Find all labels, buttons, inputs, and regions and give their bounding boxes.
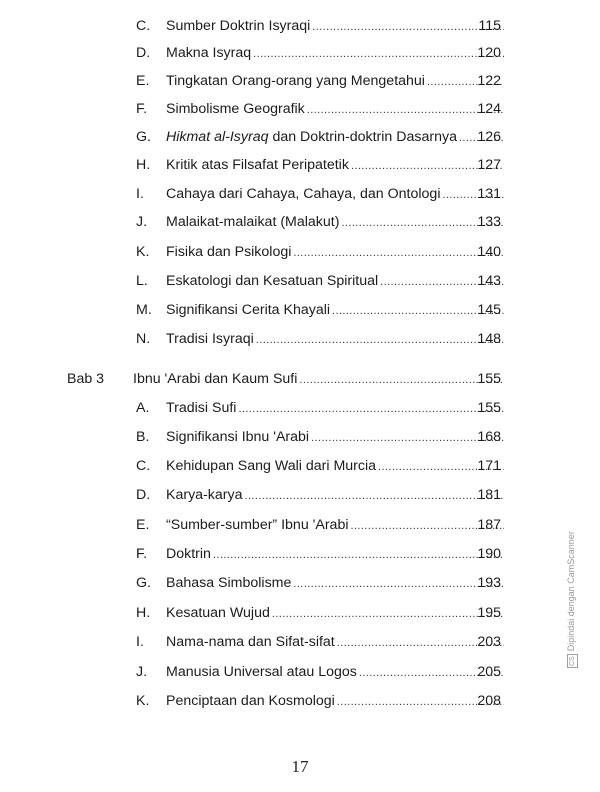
toc-letter: L. [136,273,148,289]
toc-letter: D. [136,487,151,503]
toc-title: Doktrin [166,546,211,562]
toc-entry [166,326,504,353]
toc-row [0,181,600,207]
toc-row [0,512,600,538]
toc-title: Kritik atas Filsafat Peripatetik [166,157,349,173]
toc-page: 181 [477,487,501,503]
toc-title: Tradisi Sufi [166,400,237,416]
toc-title: Tingkatan Orang-orang yang Mengetahui [166,73,425,89]
toc-entry [166,512,504,539]
toc-title: Kehidupan Sang Wali dari Murcia [166,458,377,474]
toc-row [0,239,600,265]
dot-leader [213,542,504,568]
toc-title: Manusia Universal atau Logos [166,664,357,680]
toc-entry [166,395,504,422]
toc-letter: N. [136,331,151,347]
toc-letter: M. [136,302,152,318]
toc-row [0,68,600,94]
toc-row [0,600,600,626]
toc-entry [166,600,504,627]
toc-page: 133 [477,214,501,230]
toc-page: 195 [477,605,501,621]
toc-row [0,268,600,294]
toc-page: 155 [477,400,501,416]
dot-leader [238,396,504,422]
toc-page: 208 [477,693,501,709]
toc-letter: I. [136,186,144,202]
toc-title: Kesatuan Wujud [166,605,270,621]
toc-entry [166,629,504,656]
toc-letter: G. [136,129,151,145]
chapter-label: Bab 3 [67,371,105,387]
toc-entry [133,366,504,393]
toc-title-italic: Hikmat al-Isyraq [166,129,269,145]
toc-title: “Sumber-sumber” Ibnu 'Arabi [166,517,349,533]
toc-row [0,209,600,235]
toc-letter: J. [136,664,148,680]
toc-entry [166,13,504,40]
toc-page: 140 [477,244,501,260]
toc-row [0,326,600,352]
camscanner-logo-icon: CS [569,656,576,666]
toc-page: 115 [478,18,501,34]
toc-entry [166,688,504,715]
toc-title: Cahaya dari Cahaya, Cahaya, dan Ontologi [166,186,441,202]
toc-title: Signifikansi Ibnu 'Arabi [166,429,310,445]
toc-row [0,570,600,596]
toc-letter: K. [136,244,150,260]
toc-row [0,124,600,150]
toc-letter: B. [136,429,150,445]
toc-row [0,152,600,178]
toc-title: Simbolisme Geografik [166,101,305,117]
toc-letter: H. [136,605,151,621]
toc-entry [166,659,504,686]
toc-entry [166,268,504,295]
toc-page: 148 [477,331,501,347]
toc-row [0,395,600,421]
toc-entry [166,96,504,123]
chapter-page: 155 [477,371,501,387]
toc-entry [166,40,504,67]
toc-page: 122 [477,73,501,89]
toc-title: Penciptaan dan Kosmologi [166,693,335,709]
toc-page: 190 [477,546,501,562]
toc-row [0,453,600,479]
toc-entry [166,482,504,509]
toc-letter: F. [136,101,148,117]
toc-entry [166,541,504,568]
toc-entry [166,424,504,451]
toc-letter: A. [136,400,150,416]
toc-title: Bahasa Simbolisme [166,575,292,591]
dot-leader [244,483,504,509]
toc-title: Signifikansi Cerita Khayali [166,302,331,318]
toc-letter: D. [136,45,151,61]
toc-entry [166,68,504,95]
toc-row [0,40,600,66]
toc-page: 124 [477,101,501,117]
toc-row [0,629,600,655]
toc-row [0,96,600,122]
toc-entry [166,239,504,266]
toc-title [166,124,457,150]
toc-letter: C. [136,18,151,34]
toc-title: Nama-nama dan Sifat-sifat [166,634,335,650]
toc-page: 187 [477,517,501,533]
toc-title-rest: dan Doktrin-doktrin Dasarnya [268,129,457,145]
watermark-text: Dipindai dengan CamScanner [566,531,576,652]
toc-letter: G. [136,575,151,591]
toc-entry [166,209,504,236]
toc-title: Sumber Doktrin Isyraqi [166,18,311,34]
page-number: 17 [291,757,309,776]
toc-title: Malaikat-malaikat (Malakut) [166,214,340,230]
toc-row [0,424,600,450]
toc-page: 131 [477,186,501,202]
toc-letter: F. [136,546,148,562]
chapter-title: Ibnu 'Arabi dan Kaum Sufi [133,371,298,387]
toc-entry [166,453,504,480]
toc-page: 203 [477,634,501,650]
toc-row [0,688,600,714]
toc-page: 145 [477,302,501,318]
toc-page: 143 [477,273,501,289]
toc-entry [166,181,504,208]
toc-page: 171 [477,458,501,474]
toc-row [0,659,600,685]
toc-chapter-row [0,366,600,392]
toc-entry [166,124,504,151]
toc-row [0,297,600,323]
toc-row [0,482,600,508]
toc-title: Fisika dan Psikologi [166,244,292,260]
toc-letter: K. [136,693,150,709]
toc-letter: E. [136,73,150,89]
toc-title: Karya-karya [166,487,243,503]
toc-page: 120 [477,45,501,61]
toc-row [0,541,600,567]
toc-letter: I. [136,634,144,650]
toc-entry [166,297,504,324]
toc-page: 126 [477,129,501,145]
toc-entry [166,570,504,597]
toc-page: 168 [477,429,501,445]
toc-letter: J. [136,214,148,230]
toc-letter: H. [136,157,151,173]
toc-title: Makna Isyraq [166,45,252,61]
scanner-watermark [566,531,578,668]
toc-letter: C. [136,458,151,474]
toc-entry [166,152,504,179]
toc-title: Tradisi Isyraqi [166,331,254,347]
toc-row [0,13,600,39]
toc-letter: E. [136,517,150,533]
toc-page: 205 [477,664,501,680]
toc-page: 193 [477,575,501,591]
toc-page: 127 [477,157,501,173]
toc-title: Eskatologi dan Kesatuan Spiritual [166,273,379,289]
